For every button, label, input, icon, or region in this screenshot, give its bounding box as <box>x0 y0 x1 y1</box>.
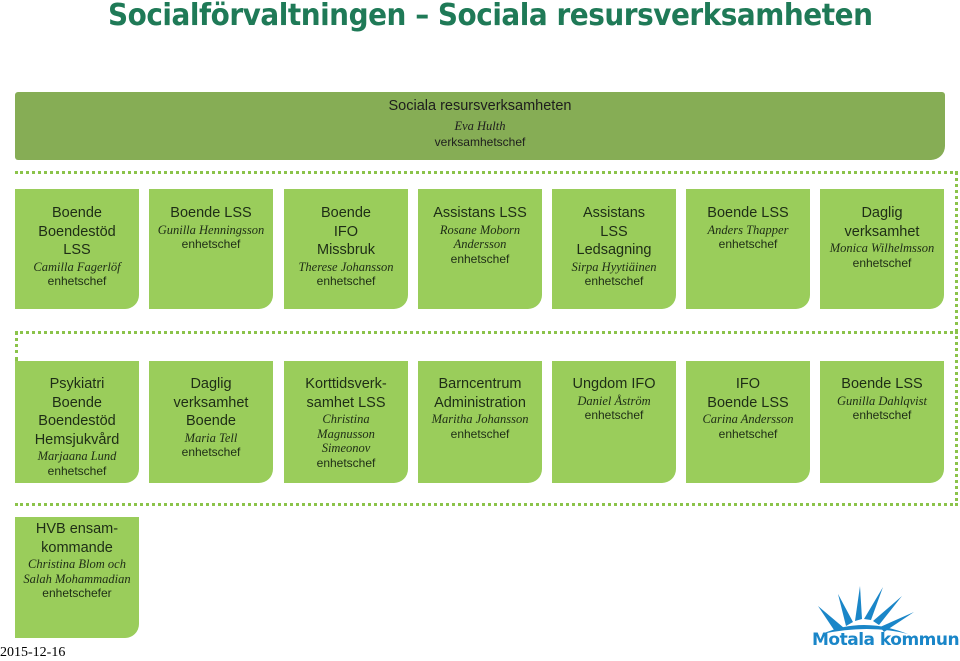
unit-manager-role: enhetschef <box>852 255 912 270</box>
unit-name-line: samhet LSS <box>306 394 386 411</box>
unit-manager-name: Camilla Fagerlöf <box>33 259 121 274</box>
row2-unit-box <box>552 361 676 483</box>
unit-manager-name: Marjaana Lund <box>37 449 117 463</box>
unit-name-line: Korttidsverk- <box>305 376 387 392</box>
unit-name-line: Assistans LSS <box>433 205 527 221</box>
top-unit-role: verksamhetschef <box>434 135 526 149</box>
unit-name-line: Boende LSS <box>707 205 789 221</box>
unit-manager-role: enhetschef <box>450 251 510 266</box>
row3-unit-box <box>15 517 139 638</box>
logo-text: Motala kommun <box>812 630 960 650</box>
unit-name-line: Ledsagning <box>576 242 652 258</box>
unit-manager-name: Andersson <box>453 237 507 251</box>
unit-name-line: Daglig verksamhet <box>173 376 249 411</box>
unit-name-line: Boende <box>52 205 102 221</box>
unit-name-line: Boendestöd <box>38 223 116 240</box>
unit-manager-name: Maritha Johansson <box>431 412 529 426</box>
row2-unit-box <box>418 361 542 483</box>
unit-name-line: Boende <box>321 205 371 221</box>
row2-unit-box <box>686 361 810 483</box>
unit-name-line: LSS <box>600 223 628 240</box>
unit-manager-name: Christina Blom och <box>28 557 126 571</box>
row1-unit-box <box>552 189 676 309</box>
unit-manager-name: Rosane Moborn <box>439 222 521 237</box>
unit-name-line: Boende LSS <box>841 376 923 392</box>
unit-name-line: Assistans <box>582 205 646 221</box>
unit-manager-role: enhetschefer <box>42 586 112 600</box>
unit-name-line: Missbruk <box>316 242 375 258</box>
top-unit-box <box>15 92 945 160</box>
unit-name-line: Boende <box>186 413 236 429</box>
page-title: Socialförvaltningen – Sociala resursverksamheten <box>108 0 873 33</box>
unit-manager-name: Therese Johansson <box>298 259 394 274</box>
unit-manager-role: enhetschef <box>584 408 644 422</box>
unit-manager-name: Sirpa Hyytiäinen <box>571 259 657 274</box>
connector-middle <box>15 331 958 334</box>
unit-manager-name: Magnusson <box>317 426 375 441</box>
unit-name-line: Daglig <box>861 205 903 221</box>
row1-unit-box <box>418 189 542 309</box>
unit-name-line: Hemsjukvård <box>34 431 120 448</box>
top-unit-person: Eva Hulth <box>454 119 506 133</box>
unit-manager-name: Monica Wilhelmsson <box>829 241 935 255</box>
unit-name-line: kommande <box>41 539 113 556</box>
row1-unit-box <box>284 189 408 309</box>
unit-manager-role: enhetschef <box>718 426 778 441</box>
unit-manager-role: enhetschef <box>718 237 778 251</box>
unit-manager-name: Simeonov <box>321 441 371 455</box>
unit-manager-role: enhetschef <box>47 463 107 478</box>
unit-name-line: Administration <box>434 394 526 411</box>
unit-manager-role: enhetschef <box>181 237 241 251</box>
unit-manager-name: Anders Thapper <box>707 222 789 237</box>
unit-name-line: Boende LSS <box>170 205 252 221</box>
unit-name-line: Boende <box>52 394 102 411</box>
connector-left-middle <box>15 331 18 361</box>
unit-manager-name: Salah Mohammadian <box>23 571 131 586</box>
connector-right-top <box>955 171 958 333</box>
row2-unit-box <box>149 361 273 483</box>
unit-manager-role: enhetschef <box>316 455 376 470</box>
unit-name-line: IFO <box>333 223 359 240</box>
date-stamp: 2015-12-16 <box>0 645 66 660</box>
row1-unit-box <box>686 189 810 309</box>
connector-bottom <box>15 503 958 506</box>
unit-name-line: Barncentrum <box>438 376 522 392</box>
unit-manager-name: Carina Andersson <box>702 412 794 426</box>
unit-name-line: HVB ensam- <box>35 521 119 537</box>
row1-unit-box <box>15 189 139 309</box>
unit-manager-name: Christina <box>322 412 370 426</box>
unit-name-line: Ungdom IFO <box>572 376 656 392</box>
unit-name-line: verksamhet <box>844 223 920 240</box>
unit-manager-name: Gunilla Henningsson <box>157 222 265 237</box>
unit-manager-name: Gunilla Dahlqvist <box>837 393 927 408</box>
row1-unit-box <box>149 189 273 309</box>
unit-manager-role: enhetschef <box>450 426 510 441</box>
unit-manager-role: enhetschef <box>316 274 376 288</box>
unit-manager-role: enhetschef <box>852 408 912 422</box>
row2-unit-box <box>820 361 944 483</box>
connector-right-bottom <box>955 331 958 506</box>
top-unit-name: Sociala resursverksamheten <box>388 98 572 114</box>
unit-name-line: Boende LSS <box>707 394 789 411</box>
unit-name-line: Boendestöd <box>38 413 116 429</box>
row1-unit-box <box>820 189 944 309</box>
unit-manager-role: enhetschef <box>181 445 241 459</box>
unit-manager-name: Daniel Åström <box>577 393 651 408</box>
connector-top <box>15 171 958 174</box>
unit-name-line: LSS <box>63 242 91 258</box>
unit-name-line: IFO <box>735 376 761 392</box>
unit-manager-role: enhetschef <box>584 274 644 288</box>
row2-unit-box <box>15 361 139 483</box>
unit-name-line: Psykiatri <box>49 376 105 392</box>
unit-manager-role: enhetschef <box>47 274 107 288</box>
unit-manager-name: Maria Tell <box>184 430 238 445</box>
row2-unit-box <box>284 361 408 483</box>
